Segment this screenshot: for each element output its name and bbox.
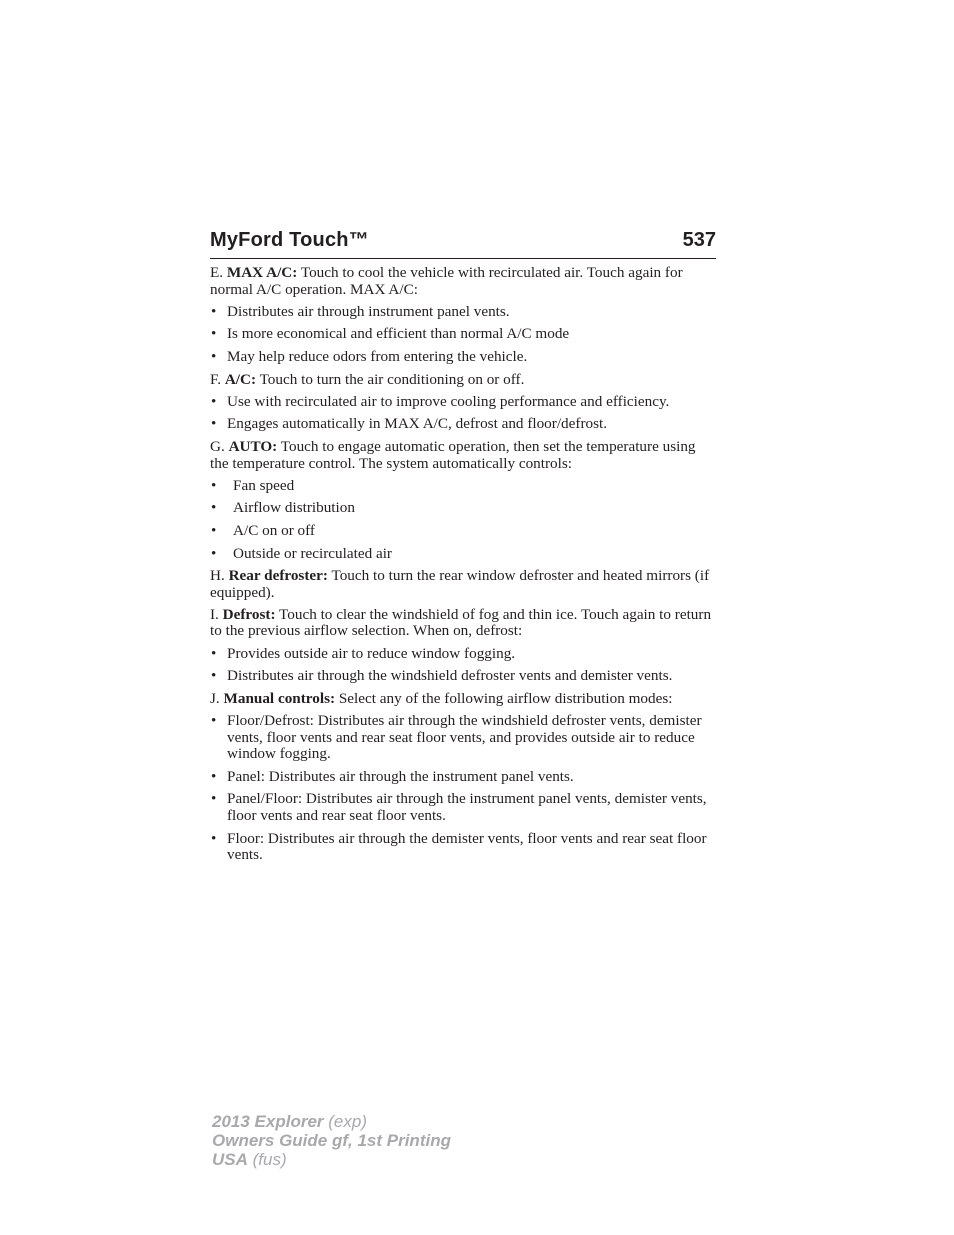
item-term: AUTO: [228,437,278,455]
item-term: A/C: [224,370,257,388]
page-header [210,229,716,259]
item-term: Rear defroster: [228,567,328,585]
item-letter: J. [210,689,220,707]
paragraph-defrost [210,607,716,640]
footer-line-guide: Owners Guide gf, 1st Printing [212,1131,451,1150]
item-letter: E. [210,264,224,281]
list-item: • Airflow distribution [211,499,355,517]
list-item: • Outside or recirculated air [211,544,392,562]
paragraph-manual-controls [210,691,716,708]
item-term: MAX A/C: [226,264,298,281]
list-item: • Fan speed [211,476,295,494]
paragraph-rear-defroster [210,568,716,601]
item-letter: F. [210,370,222,388]
item-term: Defrost: [222,605,276,623]
footer-line-model: 2013 Explorer (exp) [212,1112,367,1131]
list-item: • Floor: Distributes air through the demister vents, floor vents and rear seat floor vents. [211,829,707,864]
ac-list [210,394,716,433]
list-item: • Panel: Distributes air through the instrument panel vents. [211,767,574,785]
item-text: Touch to clear the windshield of fog and thin ice. Touch again to return to the previous airflow selection. When on, defrost: [210,605,712,640]
paragraph-ac [210,372,716,389]
item-letter: G. [210,437,225,455]
item-text: Touch to engage automatic operation, then set the temperature using the temperature control. The system automatically controls: [210,437,696,472]
item-text: Touch to cool the vehicle with recirculated air. Touch again for normal A/C operation. MAX A/C: [210,264,683,298]
paragraph-auto [210,439,716,472]
list-item: • Is more economical and efficient than normal A/C mode [211,325,570,343]
list-item: • Engages automatically in MAX A/C, defrost and floor/defrost. [211,415,608,433]
footer-line-market: USA (fus) [212,1150,287,1169]
item-text: Touch to turn the rear window defroster and heated mirrors (if equipped). [210,567,710,601]
auto-list [210,478,716,562]
list-item: • Floor/Defrost: Distributes air through the windshield defroster vents, demister vents, floor vents and rear seat floor vents, and provides outside air to reduce window fogging. [211,712,702,763]
section-title: MyFord Touch™ [210,229,369,251]
list-item: • Provides outside air to reduce window fogging. [211,644,516,662]
max-ac-list [210,304,716,366]
manual-controls-list [210,713,716,864]
page-body [210,265,716,864]
list-item: • May help reduce odors from entering the vehicle. [211,347,528,365]
list-item: • Distributes air through instrument panel vents. [211,302,510,320]
list-item: • Panel/Floor: Distributes air through the instrument panel vents, demister vents, floor vents and rear seat floor vents. [211,790,707,824]
item-text: Select any of the following airflow distribution modes: [338,689,673,707]
manual-page [210,229,716,870]
item-text: Touch to turn the air conditioning on or off. [259,370,525,388]
page-number: 537 [682,229,716,251]
item-letter: H. [210,567,225,585]
list-item: • A/C on or off [211,521,315,539]
list-item: • Use with recirculated air to improve cooling performance and efficiency. [211,392,670,410]
item-letter: I. [210,605,219,623]
paragraph-max-ac [210,265,716,298]
list-item: • Distributes air through the windshield defroster vents and demister vents. [211,667,673,685]
item-term: Manual controls: [223,689,336,707]
page-footer [212,1112,451,1169]
defrost-list [210,646,716,685]
